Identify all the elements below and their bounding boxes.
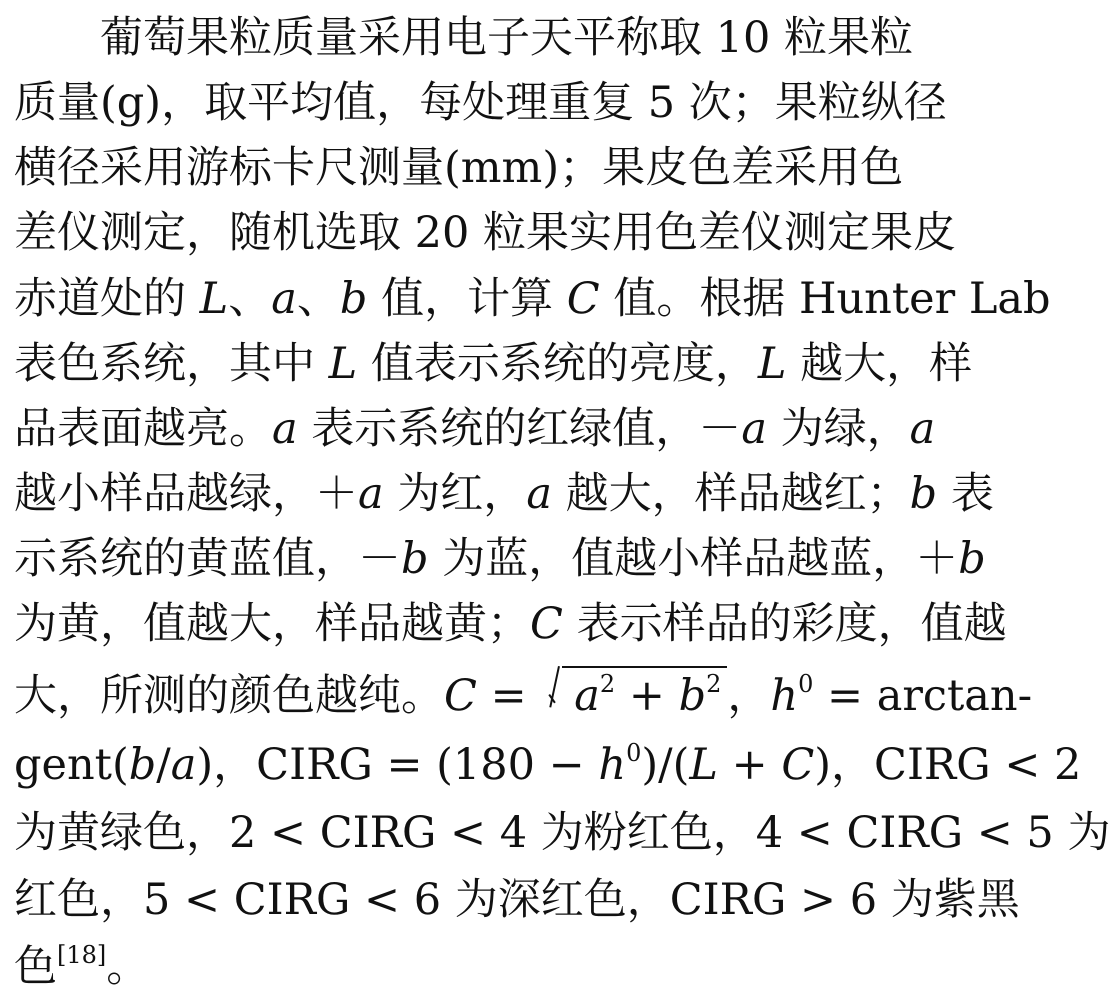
text-run: 为红， [383, 469, 527, 519]
text-run: 品表面越亮。 [14, 404, 272, 454]
math-variable: b [128, 740, 157, 790]
superscript: 2 [599, 670, 616, 698]
math-variable: C [781, 740, 815, 790]
paragraph-line [14, 939, 954, 995]
paragraph-line [14, 596, 1007, 652]
text-run: + [717, 740, 782, 790]
text-run: / [156, 740, 171, 790]
text-run: = [476, 671, 541, 721]
math-variable: C [530, 599, 563, 649]
superscript: 0 [798, 670, 814, 698]
math-variable: h [598, 740, 627, 790]
text-run: 值，计算 [367, 274, 567, 324]
math-variable: a [909, 404, 936, 454]
text-run: )，CIRG = (180 − [196, 740, 599, 790]
text-run: ， [727, 671, 771, 721]
text-run: 为绿， [766, 404, 910, 454]
math-variable: b [909, 469, 938, 519]
math-variable: L [757, 339, 787, 389]
text-run: 横径采用游标卡尺测量(mm)；果皮色差采用色 [14, 143, 904, 193]
paragraph-line [14, 75, 954, 131]
radical-bar [562, 666, 727, 668]
superscript: 0 [626, 739, 642, 767]
text-run: 表色系统，其中 [14, 339, 329, 389]
math-variable: a [526, 469, 552, 519]
text-run: 为蓝，值越小样品越蓝，＋ [428, 534, 959, 584]
math-variable: a [271, 274, 297, 324]
text-run: 为黄，值越大，样品越黄； [14, 599, 530, 649]
text-run: )/( [641, 740, 690, 790]
math-variable: a [170, 740, 197, 790]
paragraph-line [14, 805, 1110, 861]
paragraph-line [14, 140, 954, 196]
text-run: 赤道处的 [14, 274, 200, 324]
math-variable: h [770, 671, 799, 721]
text-run: 葡萄果粒质量采用电子天平称取 10 粒果粒 [14, 13, 914, 63]
text-run: 表示样品的彩度，值越 [562, 599, 1007, 649]
text-run: 越大，样品越红； [551, 469, 910, 519]
paragraph-line [14, 872, 1020, 928]
superscript: [18] [57, 941, 107, 969]
math-variable: a [741, 404, 767, 454]
text-run: gent( [14, 740, 129, 790]
math-variable: C [444, 671, 477, 721]
superscript: 2 [706, 670, 722, 698]
math-variable: L [328, 339, 358, 389]
paragraph-line [14, 10, 954, 66]
text-run: 、 [296, 274, 340, 324]
text-run: = arctan- [813, 671, 1033, 721]
text-run: 色 [14, 942, 57, 992]
paragraph-line [14, 737, 1082, 793]
paragraph-line [14, 205, 957, 261]
paragraph-line [14, 531, 986, 587]
math-variable: L [689, 740, 718, 790]
text-run: 质量(g)，取平均值，每处理重复 5 次；果粒纵径 [14, 78, 947, 128]
math-variable: b [339, 274, 368, 324]
math-variable: b [678, 671, 707, 721]
text-run: 越小样品越绿，＋ [14, 469, 358, 519]
text-run: 为黄绿色，2 < CIRG < 4 为粉红色，4 < CIRG < 5 为 [14, 808, 1110, 858]
math-variable: C [566, 274, 600, 324]
paragraph-line [14, 668, 1033, 724]
paragraph-line [14, 271, 1051, 327]
text-run: 大，所测的颜色越纯。 [14, 671, 444, 721]
text-run: 表示系统的红绿值，－ [297, 404, 742, 454]
text-run: 示系统的黄蓝值，－ [14, 534, 401, 584]
math-variable: a [574, 671, 600, 721]
text-run: 越大，样 [786, 339, 973, 389]
text-run: 值。根据 Hunter Lab [599, 274, 1051, 324]
text-run: 、 [228, 274, 272, 324]
text-run: )，CIRG < 2 [814, 740, 1082, 790]
math-variable: a [272, 404, 298, 454]
text-run: 表 [937, 469, 994, 519]
math-variable: b [958, 534, 986, 584]
text-run: 红色，5 < CIRG < 6 为深红色，CIRG > 6 为紫黑 [14, 875, 1020, 925]
text-run: 值表示系统的亮度， [357, 339, 758, 389]
text-run: + [615, 671, 679, 721]
paragraph-line [14, 401, 954, 457]
square-root [548, 668, 721, 730]
text-run: 差仪测定，随机选取 20 粒果实用色差仪测定果皮 [14, 208, 957, 258]
paragraph-line [14, 466, 994, 522]
text-run: 。 [106, 942, 150, 992]
paragraph-line [14, 336, 973, 392]
math-variable: L [199, 274, 229, 324]
math-variable: a [358, 469, 384, 519]
math-variable: b [401, 534, 429, 584]
